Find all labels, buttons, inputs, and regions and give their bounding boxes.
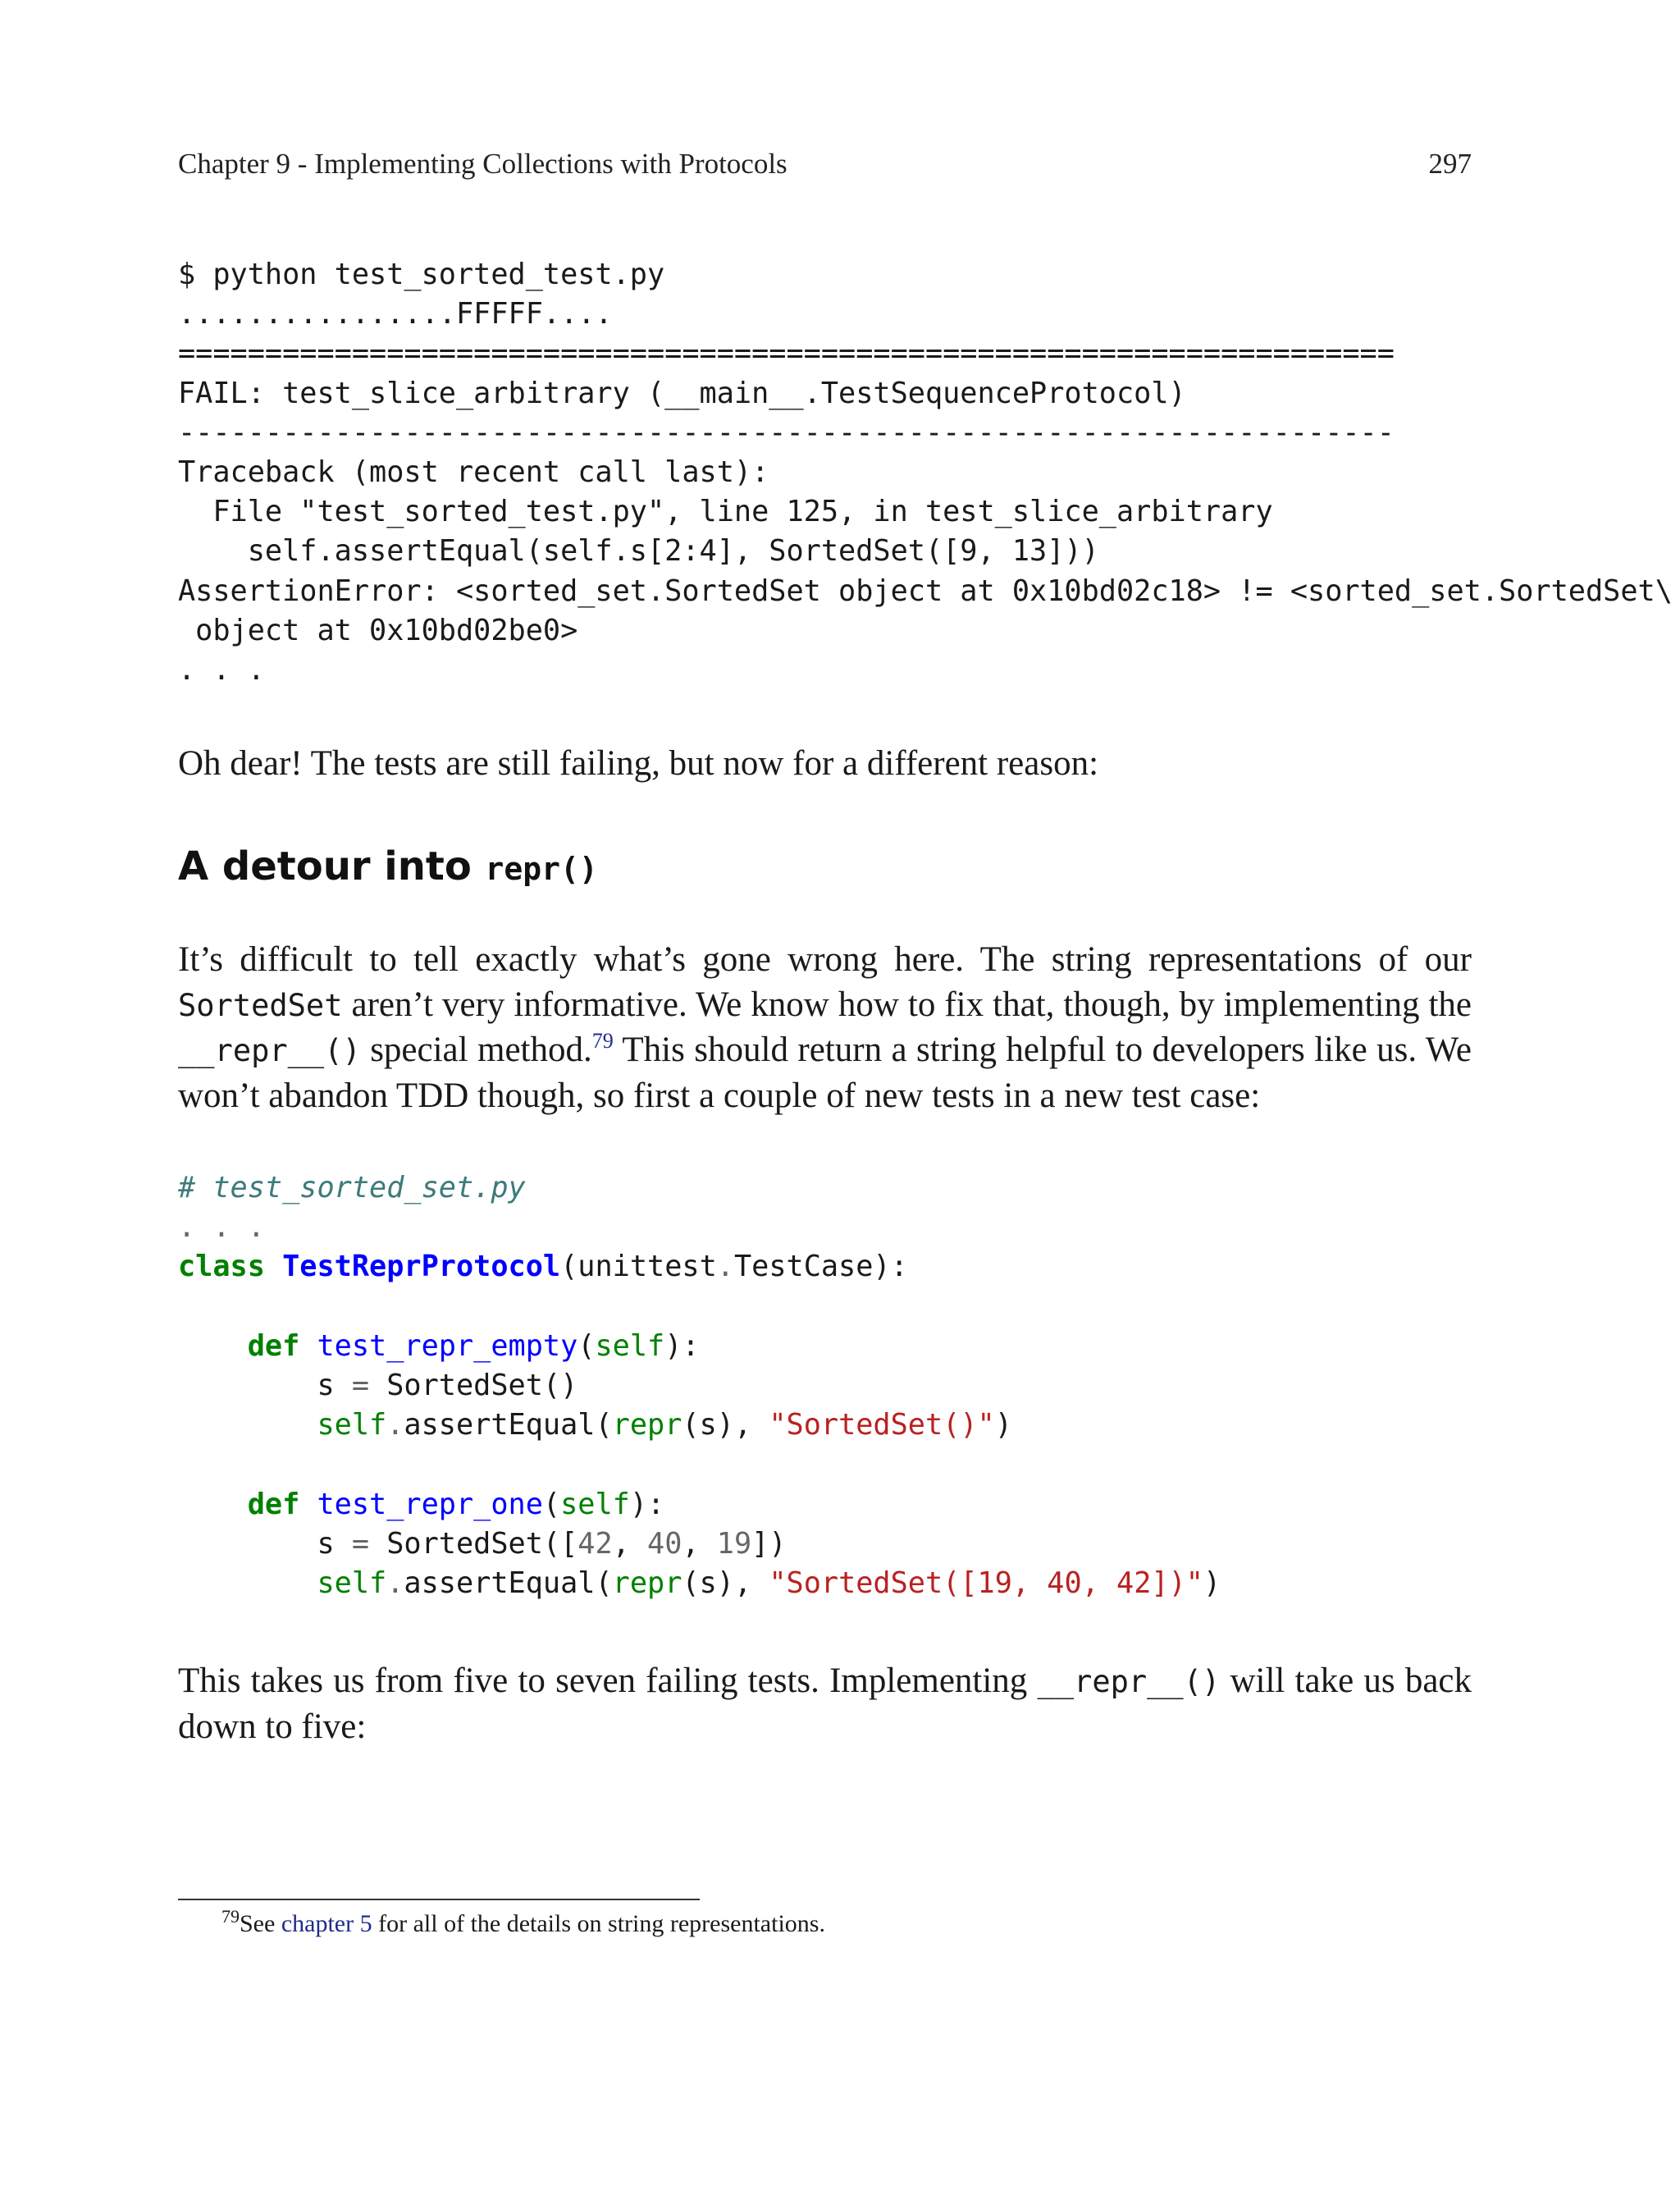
terminal-line: File "test_sorted_test.py", line 125, in test_slice_arbitrary [178,495,1273,529]
paragraph-oh-dear: Oh dear! The tests are still failing, but now for a different reason: [178,744,1099,783]
code-string: "SortedSet([19, 40, 42])" [769,1566,1203,1600]
code-text: SortedSet([ [386,1526,578,1561]
class-name: TestReprProtocol [282,1250,561,1284]
chapter-title: Chapter 9 - Implementing Collections with Protocols [178,148,788,180]
code-line [178,1327,1221,1366]
code-line [178,1524,1221,1564]
text-run: This takes us from five to seven failing tests. Implementing [178,1662,1038,1700]
code-operator: = [334,1526,387,1561]
code-text: assertEqual( [404,1408,613,1442]
footnote-number: 79 [221,1906,240,1927]
code-number: 42 [578,1526,613,1561]
keyword: def [247,1328,300,1363]
code-text: s [317,1526,335,1561]
terminal-line: self.assertEqual(self.s[2:4], SortedSet([9, 13])) [178,534,1099,569]
paragraph-repr-intro [178,938,1472,1118]
code-text: assertEqual( [404,1566,613,1600]
code-text: s [317,1368,335,1402]
heading-text: A detour into [178,843,486,889]
text-run: special method. [360,1031,592,1069]
code-text: , [682,1526,717,1561]
code-builtin: repr [612,1566,682,1600]
function-name: test_repr_one [317,1487,543,1521]
terminal-line: ====================================================================== [178,336,1395,371]
text-run: See [240,1910,281,1937]
code-text: ( [542,1487,561,1521]
terminal-line: FAIL: test_slice_arbitrary (__main__.TestSequenceProtocol) [178,376,1186,410]
chapter-5-link[interactable]: chapter 5 [281,1910,372,1937]
running-header [178,146,1472,182]
code-text: (s), [682,1408,769,1442]
keyword: def [247,1487,300,1521]
text-run: aren’t very informative. We know how to fix that, though, by implementing the [342,985,1472,1024]
code-text: (unittest [560,1250,717,1284]
code-line-blank [178,1445,1221,1484]
code-line [178,1208,1221,1247]
code-line [178,1168,1221,1208]
terminal-output [178,255,1673,690]
section-heading [178,842,598,894]
text-run: This should return a string helpful to developers like us. We won’t abandon TDD though, so first a couple of new tests in a new test case: [178,1031,1472,1115]
code-ellipsis: . . . [178,1210,265,1245]
text-run: for all of the details on string representations. [372,1910,825,1937]
code-text: ) [1203,1566,1221,1600]
function-name: test_repr_empty [317,1328,578,1363]
code-block [178,1168,1221,1603]
terminal-line: ................FFFFF.... [178,297,613,331]
terminal-line: Traceback (most recent call last): [178,455,769,489]
code-text: , [612,1526,648,1561]
code-builtin: repr [612,1408,682,1442]
code-number: 40 [647,1526,682,1561]
terminal-line: . . . [178,652,265,687]
text-run: will take us back down to five: [178,1662,1472,1746]
footnote-79 [221,1908,825,1940]
code-operator: . [386,1408,404,1442]
code-text: (s), [682,1566,769,1600]
code-text: ]) [751,1526,787,1561]
code-operator: = [334,1368,387,1402]
code-text: ) [994,1408,1012,1442]
code-self: self [560,1487,630,1521]
code-text: SortedSet() [386,1368,578,1402]
code-text: ( [578,1328,596,1363]
text-run: It’s difficult to tell exactly what’s gone wrong here. The string representations of our [178,940,1472,979]
code-self: self [317,1566,387,1600]
code-line [178,1247,1221,1287]
footnote-divider [178,1899,700,1900]
terminal-line: $ python test_sorted_test.py [178,258,665,291]
terminal-line: AssertionError: <sorted_set.SortedSet object at 0x10bd02c18> != <sorted_set.SortedSet\ [178,574,1673,608]
terminal-line: ---------------------------------------------------------------------- [178,415,1395,450]
inline-code: __repr__() [1037,1664,1221,1699]
code-operator: . [386,1566,404,1600]
inline-code: __repr__() [178,1033,361,1068]
inline-code: SortedSet [178,987,343,1023]
footnote-ref-79[interactable]: 79 [591,1029,614,1053]
keyword: class [178,1250,265,1284]
code-string: "SortedSet()" [769,1408,995,1442]
code-line [178,1366,1221,1406]
code-comment: # test_sorted_set.py [178,1171,526,1204]
code-line [178,1564,1221,1603]
code-line [178,1406,1221,1445]
heading-code: repr() [485,851,598,887]
code-text: ): [664,1328,700,1363]
code-text: ): [629,1487,665,1521]
code-operator: . [716,1250,734,1284]
paragraph-five-to-seven [178,1659,1472,1749]
code-self: self [595,1328,665,1363]
terminal-line: object at 0x10bd02be0> [178,613,578,647]
page-number: 297 [1428,148,1472,180]
code-line-blank [178,1287,1221,1327]
code-number: 19 [716,1526,752,1561]
code-line [178,1485,1221,1524]
code-self: self [317,1408,387,1442]
code-text: TestCase): [733,1250,908,1284]
